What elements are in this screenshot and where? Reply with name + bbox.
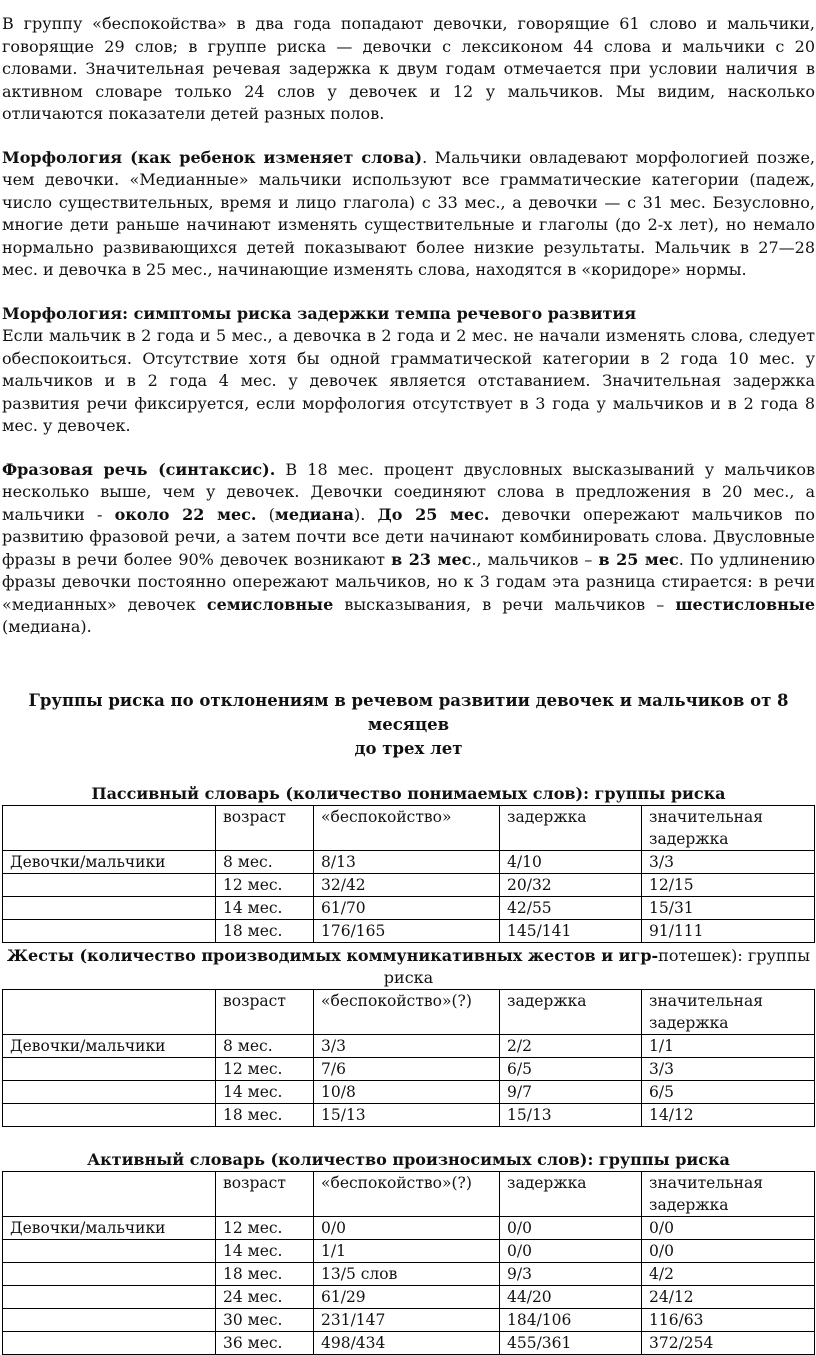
table-cell: 184/106 <box>500 1308 642 1331</box>
table-cell: 18 мес. <box>216 919 314 942</box>
table-row <box>3 850 815 873</box>
section-title-line-2: до трех лет <box>354 738 463 758</box>
table-cell: 12 мес. <box>216 1216 314 1239</box>
phrase-bold-6: семисловные <box>206 594 334 614</box>
table-cell: 1/1 <box>314 1239 500 1262</box>
phrase-bold-2: медиана <box>274 504 354 524</box>
table-cell: 8 мес. <box>216 850 314 873</box>
table-cell: 14 мес. <box>216 1239 314 1262</box>
table-cell: 10/8 <box>314 1080 500 1103</box>
phrase-bold-5: в 25 мес <box>598 549 679 569</box>
table-cell: 9/3 <box>500 1262 642 1285</box>
table-cell: 9/7 <box>500 1080 642 1103</box>
table-cell <box>3 1080 216 1103</box>
table-row <box>3 1057 815 1080</box>
table-cell <box>3 1308 216 1331</box>
gestures-caption-normal: потешек): группы риска <box>383 945 810 987</box>
table-row <box>3 1103 815 1126</box>
section-title-line-1: Группы риска по отклонениям в речевом развитии девочек и мальчиков от 8 месяцев <box>28 690 789 734</box>
phrase-text-4: девочки опережают мальчиков по развитию фразовой речи, а затем почти все дети начинают комбинировать слова. Двусловные фразы в речи более 90% девочек возникают <box>2 504 816 569</box>
table-header-row <box>3 1171 815 1216</box>
header-cell: задержка <box>500 1171 642 1216</box>
table-row <box>3 1285 815 1308</box>
table-cell: 145/141 <box>500 919 642 942</box>
table-cell: 14/12 <box>642 1103 815 1126</box>
morphology-risk-paragraph <box>2 303 815 438</box>
table-cell: 0/0 <box>500 1239 642 1262</box>
table-header-row <box>3 989 815 1034</box>
table-header-row <box>3 805 815 850</box>
header-cell: возраст <box>216 989 314 1034</box>
table-cell <box>3 1057 216 1080</box>
table-cell <box>3 873 216 896</box>
table-cell <box>3 896 216 919</box>
group-label-cell: Девочки/мальчики <box>3 1034 216 1057</box>
table-row <box>3 1216 815 1239</box>
active-table-caption: Активный словарь (количество произносимых слов): группы риска <box>87 1149 730 1169</box>
active-vocabulary-table <box>2 1171 815 1355</box>
table-cell: 8 мес. <box>216 1034 314 1057</box>
phrase-speech-paragraph <box>2 459 815 639</box>
gestures-table-caption <box>2 945 815 989</box>
table-row <box>3 1262 815 1285</box>
table-cell: 20/32 <box>500 873 642 896</box>
phrase-text-5: ., мальчиков – <box>471 549 599 569</box>
table-cell: 24 мес. <box>216 1285 314 1308</box>
header-cell <box>3 1171 216 1216</box>
passive-vocabulary-table <box>2 805 815 943</box>
phrase-bold-1: около 22 мес. <box>114 504 257 524</box>
intro-paragraph: В группу «беспокойства» в два года попадают девочки, говорящие 61 слово и мальчики, говорящие 29 слов; в группе риска — девочки с лексиконом 44 слова и мальчики с 20 словами. Значительная речевая задержка к двум годам отмечается при условии наличия в активном словаре только 24 слов у девочек и 12 у мальчиков. Мы видим, насколько отличаются показатели детей разных полов. <box>2 14 815 123</box>
header-cell: возраст <box>216 1171 314 1216</box>
table-row <box>3 1308 815 1331</box>
table-cell: 1/1 <box>642 1034 815 1057</box>
header-cell: задержка <box>500 989 642 1034</box>
header-cell: значительная задержка <box>642 805 815 850</box>
table-cell: 0/0 <box>500 1216 642 1239</box>
phrase-text-2: ( <box>256 504 275 524</box>
table-cell: 18 мес. <box>216 1262 314 1285</box>
table-cell: 176/165 <box>314 919 500 942</box>
table-cell: 455/361 <box>500 1331 642 1354</box>
table-row <box>3 1331 815 1354</box>
table-cell: 15/13 <box>500 1103 642 1126</box>
table-row <box>3 1080 815 1103</box>
table-cell: 12/15 <box>642 873 815 896</box>
table-cell: 24/12 <box>642 1285 815 1308</box>
header-cell <box>3 989 216 1034</box>
table-cell: 116/63 <box>642 1308 815 1331</box>
table-cell <box>3 1103 216 1126</box>
table-cell: 3/3 <box>642 850 815 873</box>
phrase-text-3: ). <box>353 504 378 524</box>
table-cell: 0/0 <box>642 1239 815 1262</box>
document-page <box>2 0 815 1355</box>
phrase-text-8: (медиана). <box>2 617 92 636</box>
group-label-cell: Девочки/мальчики <box>3 850 216 873</box>
header-cell: задержка <box>500 805 642 850</box>
section-title <box>2 689 815 761</box>
phrase-text-7: высказывания, в речи мальчиков – <box>333 594 676 614</box>
phrase-bold-3: До 25 мес. <box>377 504 490 524</box>
table-cell: 14 мес. <box>216 1080 314 1103</box>
table-cell: 61/29 <box>314 1285 500 1308</box>
table-cell: 30 мес. <box>216 1308 314 1331</box>
table-cell: 12 мес. <box>216 873 314 896</box>
table-cell: 15/31 <box>642 896 815 919</box>
table-cell: 44/20 <box>500 1285 642 1308</box>
group-label-cell: Девочки/мальчики <box>3 1216 216 1239</box>
table-cell: 2/2 <box>500 1034 642 1057</box>
table-cell: 7/6 <box>314 1057 500 1080</box>
header-cell: «беспокойство»(?) <box>314 989 500 1034</box>
table-cell: 231/147 <box>314 1308 500 1331</box>
gestures-caption-bold: Жесты (количество производимых коммуникативных жестов и игр- <box>7 945 659 965</box>
header-cell: значительная задержка <box>642 1171 815 1216</box>
phrase-text-6: . По удлинению фразы девочки постоянно опережают мальчиков, но к 3 годам эта разница стирается: в речи «медианных» девочек <box>2 549 816 614</box>
table-cell: 4/10 <box>500 850 642 873</box>
header-cell: «беспокойство» <box>314 805 500 850</box>
table-cell: 61/70 <box>314 896 500 919</box>
table-row <box>3 873 815 896</box>
phrase-bold-4: в 23 мес <box>391 549 472 569</box>
header-cell: значительная задержка <box>642 989 815 1034</box>
table-cell: 3/3 <box>642 1057 815 1080</box>
table-row <box>3 1034 815 1057</box>
table-cell <box>3 919 216 942</box>
table-cell <box>3 1331 216 1354</box>
phrase-bold-7: шестисловные <box>675 594 815 614</box>
table-cell: 18 мес. <box>216 1103 314 1126</box>
table-cell <box>3 1285 216 1308</box>
table-cell: 0/0 <box>642 1216 815 1239</box>
header-cell <box>3 805 216 850</box>
table-cell: 4/2 <box>642 1262 815 1285</box>
table-cell: 372/254 <box>642 1331 815 1354</box>
table-cell: 32/42 <box>314 873 500 896</box>
table-cell <box>3 1239 216 1262</box>
phrase-text-1: В 18 мес. процент двусловных высказываний у мальчиков несколько выше, чем у девочек. Девочки соединяют слова в предложения в 20 мес., а мальчики - <box>2 459 816 524</box>
table-cell: 15/13 <box>314 1103 500 1126</box>
table-cell: 36 мес. <box>216 1331 314 1354</box>
table-cell: 6/5 <box>642 1080 815 1103</box>
morphology-risk-heading: Морфология: симптомы риска задержки темпа речевого развития <box>2 303 637 323</box>
gestures-table <box>2 989 815 1127</box>
table-cell: 42/55 <box>500 896 642 919</box>
table-cell: 12 мес. <box>216 1057 314 1080</box>
table-cell <box>3 1262 216 1285</box>
table-cell: 498/434 <box>314 1331 500 1354</box>
phrase-speech-heading: Фразовая речь (синтаксис). <box>2 459 276 479</box>
table-cell: 0/0 <box>314 1216 500 1239</box>
table-row <box>3 896 815 919</box>
morphology-text: . Мальчики овладевают морфологией позже, чем девочки. «Медианные» мальчики используют все грамматические категории (падеж, число существительных, время и лицо глагола) с 33 мес., а девочки — с 31 мес. Безусловно, многие дети раньше начинают изменять существительные и глаголы (до 2-х лет), но немало нормально развивающихся детей показывают более низкие результаты. Мальчик в 27—28 мес. и девочка в 25 мес., начинающие изменять слова, находятся в «коридоре» нормы. <box>2 147 815 279</box>
morphology-risk-text: Если мальчик в 2 года и 5 мес., а девочка в 2 года и 2 мес. не начали изменять слова, следует обеспокоиться. Отсутствие хотя бы одной грамматической категории в 2 года 10 мес. у мальчиков и в 2 года 4 мес. у девочек является отставанием. Значительная задержка развития речи фиксируется, если морфология отсутствует в 3 года у мальчиков и в 2 года 8 мес. у девочек. <box>2 326 815 435</box>
header-cell: «беспокойство»(?) <box>314 1171 500 1216</box>
morphology-heading: Морфология (как ребенок изменяет слова) <box>2 147 423 167</box>
table-cell: 13/5 слов <box>314 1262 500 1285</box>
table-row <box>3 919 815 942</box>
passive-table-caption: Пассивный словарь (количество понимаемых слов): группы риска <box>91 783 726 803</box>
header-cell: возраст <box>216 805 314 850</box>
table-cell: 8/13 <box>314 850 500 873</box>
morphology-paragraph <box>2 147 815 282</box>
table-cell: 3/3 <box>314 1034 500 1057</box>
table-row <box>3 1239 815 1262</box>
table-cell: 6/5 <box>500 1057 642 1080</box>
table-cell: 14 мес. <box>216 896 314 919</box>
table-cell: 91/111 <box>642 919 815 942</box>
